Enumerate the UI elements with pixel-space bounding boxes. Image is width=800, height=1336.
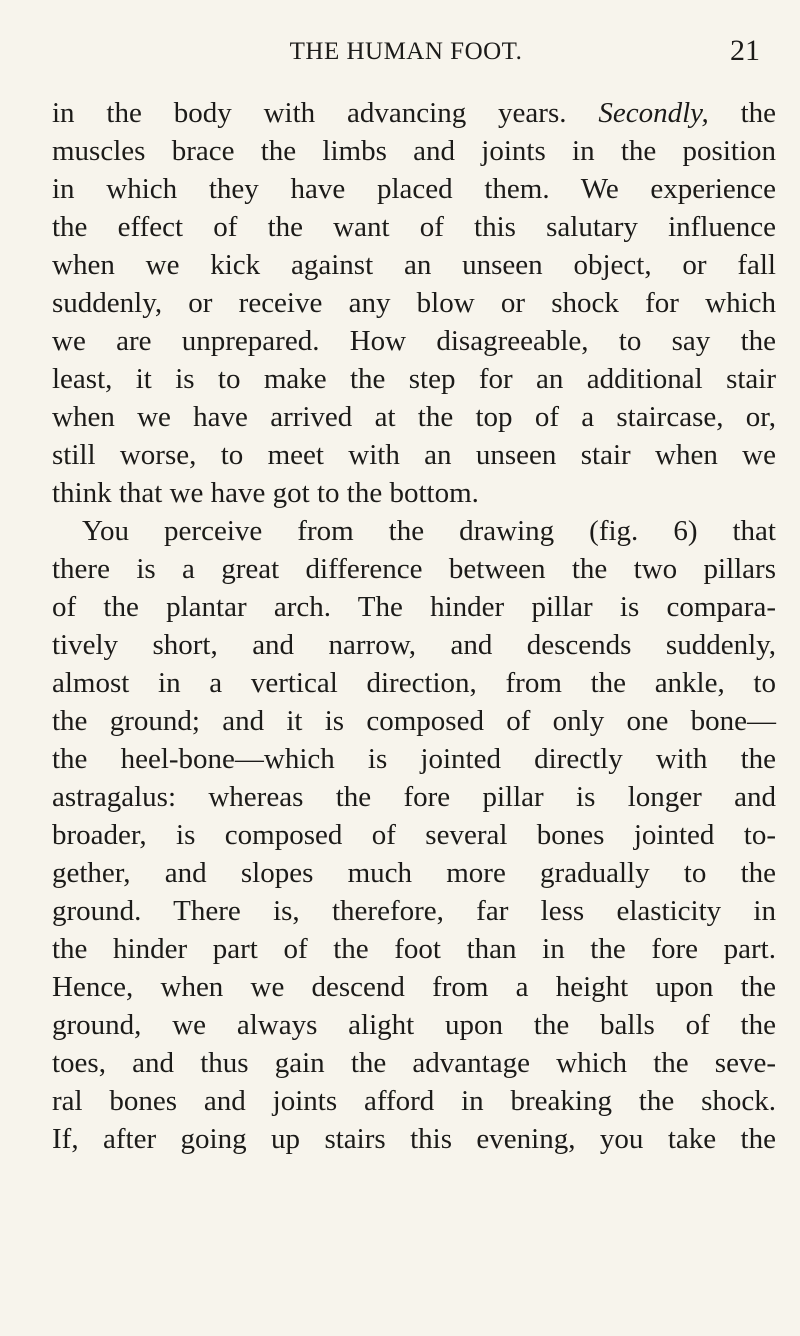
text-line-27: ral bones and joints afford in breaking the shock. — [52, 1085, 776, 1117]
page-number: 21 — [730, 34, 760, 67]
text-line-1-end: the — [708, 97, 777, 129]
text-line-11: think that we have got to the bottom. — [52, 477, 479, 509]
text-line-24: Hence, when we descend from a height upon the — [52, 971, 776, 1003]
text-line-6: suddenly, or receive any blow or shock for which — [52, 287, 776, 319]
text-line-22: ground. There is, therefore, far less elasticity in — [52, 895, 776, 927]
text-line-7: we are unprepared. How disagreeable, to say the — [52, 325, 776, 357]
text-line-15: tively short, and narrow, and descends suddenly, — [52, 629, 776, 661]
text-line-13: there is a great difference between the two pillars — [52, 553, 776, 585]
text-line-12: You perceive from the drawing (fig. 6) that — [82, 515, 776, 547]
text-line-21: gether, and slopes much more gradually to the — [52, 857, 776, 889]
text-line-2: muscles brace the limbs and joints in the position — [52, 135, 776, 167]
text-line-18: the heel-bone—which is jointed directly with the — [52, 743, 776, 775]
text-line-16: almost in a vertical direction, from the ankle, to — [52, 667, 776, 699]
italic-word: Secondly, — [598, 97, 709, 129]
text-line-28: If, after going up stairs this evening, you take the — [52, 1123, 776, 1155]
text-line-4: the effect of the want of this salutary influence — [52, 211, 776, 243]
text-line-8: least, it is to make the step for an additional stair — [52, 363, 776, 395]
running-head — [52, 28, 760, 78]
text-line-5: when we kick against an unseen object, or fall — [52, 249, 776, 281]
text-line-17: the ground; and it is composed of only one bone— — [52, 705, 776, 737]
text-line-14: of the plantar arch. The hinder pillar is compara- — [52, 591, 776, 623]
text-line-20: broader, is composed of several bones jointed to- — [52, 819, 776, 851]
text-line-23: the hinder part of the foot than in the fore part. — [52, 933, 776, 965]
text-line-1 — [52, 94, 776, 132]
text-line-25: ground, we always alight upon the balls of the — [52, 1009, 776, 1041]
text-line-3: in which they have placed them. We experience — [52, 173, 776, 205]
text-line-26: toes, and thus gain the advantage which the seve- — [52, 1047, 776, 1079]
text-line-19: astragalus: whereas the fore pillar is longer and — [52, 781, 776, 813]
text-line-10: still worse, to meet with an unseen stair when we — [52, 439, 776, 471]
body-text — [52, 94, 776, 1158]
running-title: THE HUMAN FOOT. — [289, 38, 523, 65]
text-line-9: when we have arrived at the top of a staircase, or, — [52, 401, 776, 433]
text-line-1-start: in the body with advancing years. — [52, 97, 599, 129]
